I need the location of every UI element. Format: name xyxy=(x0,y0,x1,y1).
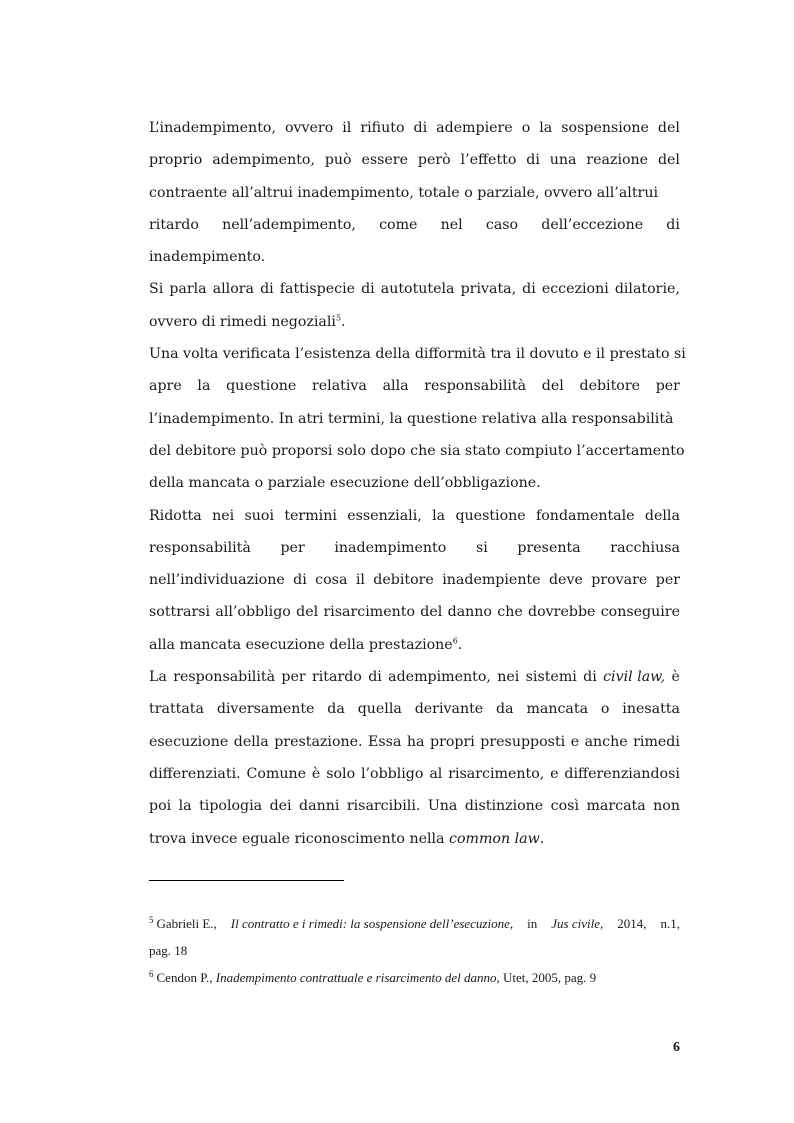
text-line xyxy=(149,823,680,855)
text-span: 2014, xyxy=(617,916,647,931)
word: racchiusa xyxy=(610,539,680,556)
word: del xyxy=(541,378,564,395)
text-line: del debitore può proporsi solo dopo che sia stato compiuto l’accertamento xyxy=(149,442,685,459)
word: responsabilità xyxy=(424,378,527,395)
text-line xyxy=(149,273,680,305)
text-line xyxy=(149,629,680,661)
word: di xyxy=(413,120,428,136)
word: così xyxy=(550,798,579,815)
word: presupposti xyxy=(480,733,566,750)
word: di xyxy=(361,281,375,298)
word: differenziati. xyxy=(149,765,241,782)
word: debitore xyxy=(373,572,434,589)
paragraph-5 xyxy=(149,661,680,855)
text-line: l’inadempimento. In atri termini, la questione relativa alla responsabilità xyxy=(149,410,674,427)
word: distinzione xyxy=(464,798,544,815)
word: Una xyxy=(427,798,458,815)
footnote-5 xyxy=(149,910,680,964)
word: risarcimento, xyxy=(448,765,545,782)
footnote-author: Gabrieli E., xyxy=(156,916,217,931)
word: proprio xyxy=(149,152,203,169)
text-span: . xyxy=(539,830,545,847)
text-line xyxy=(149,758,680,790)
word: solo xyxy=(326,765,356,782)
footnote-title: Il contratto e i rimedi: la sospensione dell’esecuzione, xyxy=(230,916,514,931)
word: però xyxy=(417,152,451,169)
text-span: trova invece eguale riconoscimento nella xyxy=(149,830,450,847)
word: fattispecie xyxy=(279,281,356,298)
word: per xyxy=(655,572,680,589)
word: del xyxy=(657,152,680,169)
word: derivante xyxy=(414,701,484,718)
word: rimedi xyxy=(633,733,680,750)
word: sospensione xyxy=(561,120,649,136)
word: della xyxy=(233,733,269,750)
footnote-journal: Jus civile, xyxy=(551,916,604,931)
word: si xyxy=(475,539,488,556)
text-span xyxy=(149,910,217,937)
footnote-line xyxy=(149,964,680,991)
body-text xyxy=(149,112,686,855)
word: il xyxy=(342,120,352,136)
text-span: in xyxy=(527,916,538,931)
word: di xyxy=(526,152,540,169)
text-line xyxy=(149,596,680,628)
word: essere xyxy=(361,152,408,169)
word: all’obbligo xyxy=(215,604,291,621)
word: anche xyxy=(584,733,628,750)
word: al xyxy=(429,765,443,782)
word: e xyxy=(570,733,580,750)
word: Essa xyxy=(368,733,402,750)
word: inesatta xyxy=(622,701,680,718)
word: del xyxy=(296,604,319,621)
word: per xyxy=(655,378,680,395)
paragraph-2 xyxy=(149,273,680,338)
word: come xyxy=(379,216,418,233)
text-line xyxy=(149,532,680,564)
footnote-separator xyxy=(149,880,344,881)
word: di xyxy=(583,669,597,686)
word: risarcibili. xyxy=(346,798,421,815)
paragraph-1 xyxy=(149,112,680,273)
word: L’inadempimento, xyxy=(149,120,276,136)
word: relativa xyxy=(312,378,367,395)
word: per xyxy=(281,669,306,686)
word: prestazione. xyxy=(274,733,363,750)
word: conseguire xyxy=(600,604,680,621)
word: essenziali, xyxy=(347,507,422,524)
text-line xyxy=(149,790,680,822)
word: dilatorie, xyxy=(614,281,680,298)
word: ritardo xyxy=(311,669,362,686)
word: provare xyxy=(591,572,648,589)
word: allora xyxy=(212,281,255,298)
text-line xyxy=(149,661,680,693)
text-line xyxy=(149,209,680,241)
word: La xyxy=(149,669,167,686)
word: eccezioni xyxy=(541,281,609,298)
footnotes xyxy=(149,910,680,991)
footnote-reference-5[interactable]: 5 xyxy=(335,313,342,323)
word: questione xyxy=(455,507,526,524)
word: la xyxy=(432,507,446,524)
word: alla xyxy=(382,378,409,395)
word: o xyxy=(600,701,610,718)
footnote-author: Cendon P., xyxy=(156,970,213,985)
text-line xyxy=(149,693,680,725)
word: adempimento, xyxy=(212,152,315,169)
text-line: contraente all’altrui inadempimento, totale o parziale, ovvero all’altrui xyxy=(149,184,658,201)
word: una xyxy=(549,152,577,169)
word: autotutela xyxy=(380,281,455,298)
text-line xyxy=(149,564,680,596)
word: mancata xyxy=(526,701,589,718)
word: danni xyxy=(299,798,340,815)
word: la xyxy=(539,120,553,136)
text-line: inadempimento. xyxy=(149,249,266,266)
paragraph-4 xyxy=(149,500,680,661)
text-span: alla mancata esecuzione della prestazione xyxy=(149,636,453,653)
footnote-mark: 6 xyxy=(149,968,154,979)
word: della xyxy=(644,507,680,524)
word: di xyxy=(666,216,680,233)
word: nell’adempimento, xyxy=(222,216,356,233)
footnote-line xyxy=(149,910,680,937)
word: apre xyxy=(149,378,182,395)
word: danno xyxy=(447,604,492,621)
word: responsabilità xyxy=(149,539,251,556)
word: e xyxy=(550,765,559,782)
word: non xyxy=(653,798,680,815)
word: del xyxy=(657,120,680,136)
word: la xyxy=(178,798,192,815)
text-line xyxy=(149,500,680,532)
word: Comune xyxy=(246,765,307,782)
word: può xyxy=(324,152,352,169)
word: ritardo xyxy=(149,216,199,233)
word: risarcimento xyxy=(323,604,415,621)
text-span: Utet, 2005, pag. 9 xyxy=(503,970,597,985)
word: dovrebbe xyxy=(528,604,596,621)
word: quella xyxy=(357,701,402,718)
text-line: Una volta verificata l’esistenza della difformità tra il dovuto e il prestato si xyxy=(149,346,686,363)
text-span: ovvero di rimedi negoziali xyxy=(149,313,336,330)
word: nel xyxy=(440,216,463,233)
word: diversamente xyxy=(216,701,315,718)
word: debitore xyxy=(579,378,641,395)
word: differenziandosi xyxy=(564,765,680,782)
text-line xyxy=(149,726,680,758)
word: di xyxy=(260,281,274,298)
word: esecuzione xyxy=(149,733,229,750)
word: caso xyxy=(485,216,519,233)
footnote-reference-6[interactable]: 6 xyxy=(452,636,458,646)
footnote-mark: 5 xyxy=(149,914,154,925)
italic-term: civil law, xyxy=(603,669,666,686)
word: sottrarsi xyxy=(149,604,211,621)
word: reazione xyxy=(586,152,649,169)
word: suoi xyxy=(244,507,274,524)
word: deve xyxy=(548,572,583,589)
word: di xyxy=(522,281,536,298)
footnote-6 xyxy=(149,964,680,991)
footnote-title: Inadempimento contrattuale e risarcimento del danno, xyxy=(215,970,500,985)
word: ha xyxy=(406,733,425,750)
word: Ridotta xyxy=(149,507,202,524)
word: poi xyxy=(149,798,172,815)
word: di xyxy=(368,669,382,686)
word: adempiere xyxy=(436,120,513,136)
word: ovvero xyxy=(284,120,334,136)
word: privata, xyxy=(460,281,517,298)
word: presenta xyxy=(517,539,581,556)
word: che xyxy=(497,604,523,621)
word: inadempimento xyxy=(334,539,447,556)
word: da xyxy=(496,701,514,718)
word: l’obbligo xyxy=(360,765,424,782)
text-span: . xyxy=(457,636,463,653)
word: propri xyxy=(430,733,475,750)
word: la xyxy=(197,378,211,395)
text-line xyxy=(149,112,680,144)
word: sistemi xyxy=(525,669,577,686)
word: dell’eccezione xyxy=(541,216,644,233)
word: è xyxy=(671,669,680,686)
word: da xyxy=(327,701,345,718)
word: è xyxy=(311,765,321,782)
word: nell’individuazione xyxy=(149,572,285,589)
text-line: della mancata o parziale esecuzione dell’obbligazione. xyxy=(149,475,541,492)
word: di xyxy=(293,572,307,589)
word: dei xyxy=(269,798,292,815)
word: l’effetto xyxy=(460,152,517,169)
word: cosa xyxy=(315,572,348,589)
text-span: . xyxy=(341,313,346,330)
word: o xyxy=(521,120,531,136)
word: questione xyxy=(226,378,297,395)
footnote-line: pag. 18 xyxy=(149,943,188,958)
word: nei xyxy=(212,507,235,524)
word: nei xyxy=(497,669,520,686)
italic-term: common law xyxy=(449,830,540,847)
word: termini xyxy=(284,507,337,524)
word: Si xyxy=(149,281,164,298)
page-number: 6 xyxy=(673,1040,680,1055)
word: per xyxy=(280,539,305,556)
text-line xyxy=(149,306,680,338)
word: marcata xyxy=(586,798,646,815)
word: il xyxy=(355,572,365,589)
word: tipologia xyxy=(199,798,263,815)
word: fondamentale xyxy=(536,507,635,524)
word: rifiuto xyxy=(360,120,405,136)
text-span: n.1, xyxy=(660,916,680,931)
text-line xyxy=(149,144,680,176)
word: parla xyxy=(169,281,207,298)
word: trattata xyxy=(149,701,204,718)
paragraph-3 xyxy=(149,338,686,499)
word: del xyxy=(420,604,443,621)
word: responsabilità xyxy=(173,669,276,686)
word: adempimento, xyxy=(388,669,491,686)
text-line xyxy=(149,370,680,402)
word: inadempiente xyxy=(442,572,541,589)
